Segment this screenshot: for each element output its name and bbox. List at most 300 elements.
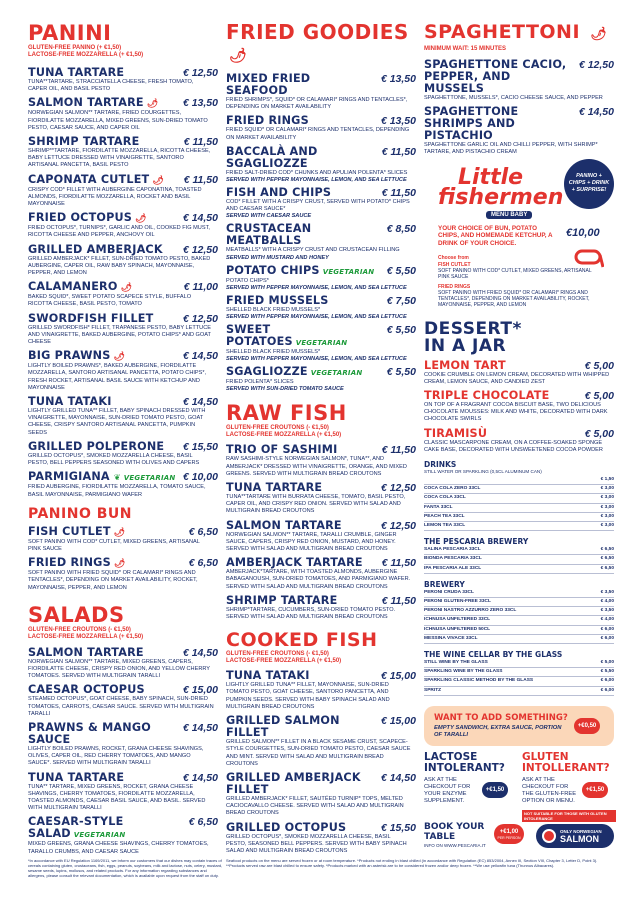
gluten-price-badge xyxy=(582,782,608,798)
item-desc: GRILLED OCTOPUS*, SMOKED MOZZARELLA CHEESE, BASIL PESTO, SEASONED BELL PEPPERS. SERVED WITH BABY SPINACH SALAD AND MULTIGRAIN BREAD CROUTONS xyxy=(226,833,407,854)
chili-icon: 🌶 xyxy=(135,214,147,225)
menu-item xyxy=(28,557,218,592)
gluten-text: ASK AT THE CHECKOUT FOR THE GLUTEN-FREE OPTION OR MENU. xyxy=(522,777,577,804)
column-middle xyxy=(226,22,416,855)
item-price: € 8,50 xyxy=(386,223,416,236)
drink-price: € 6,50 xyxy=(600,547,614,553)
item-desc: LIGHTLY GRILLED TUNA** FILLET, BABY SPINACH DRESSED WITH VINAIGRETTE, MAYONNAISE, SUN-DRIED TOMATO PESTO, GOAT CHEESE, CRISPY SANTORO ARTISANAL PANCETTA, PUMPKIN SEEDS xyxy=(28,408,206,436)
kids-badge-text: PANINO + CHIPS + DRINK + SURPRISE! xyxy=(568,173,610,194)
item-price: € 12,50 xyxy=(380,482,416,495)
menu-item xyxy=(28,350,218,392)
flag-icon xyxy=(542,829,556,843)
item-name: SHRIMP TARTARE xyxy=(28,135,140,149)
menu-item xyxy=(424,428,614,454)
addon-price-badge xyxy=(574,718,600,734)
drink-row xyxy=(424,513,614,522)
book-price: +€1,00 xyxy=(499,828,519,835)
drink-row xyxy=(424,626,614,635)
section-title-cooked-fish: COOKED FISH xyxy=(226,629,378,652)
item-desc: SPAGHETTONE, MUSSELS*, CACIO CHEESE SAUCE, AND PEPPER xyxy=(424,95,603,101)
item-price: € 15,50 xyxy=(182,440,218,453)
item-desc: CLASSIC MASCARPONE CREAM, ON A COFFEE-SOAKED SPONGE CAKE BASE, DECORATED WITH UNSWEETENED COCOA POWDER xyxy=(424,439,603,453)
item-name: CRUSTACEAN MEATBALLS xyxy=(226,222,312,248)
lactose-title: LACTOSE INTOLERANT? xyxy=(424,751,505,774)
item-price: € 14,50 xyxy=(182,721,218,734)
item-name: FISH AND CHIPS xyxy=(226,186,332,200)
kids-option-desc: SOFT PANINO WITH FRIED SQUID* OR CALAMARI* RINGS AND TENTACLES*, DEPENDING ON MARKET AVAILABILITY, ROCKET, MAYONNAISE, PEPPER, AND LEMON xyxy=(438,289,590,308)
leaf-icon: ❦ xyxy=(113,473,121,483)
drink-name: ICHNUSA UNFILTERED 33CL xyxy=(424,617,491,623)
menu-item xyxy=(226,265,416,291)
drinks-subtitle: STILL WATER OR SPARKLING (0,5CL ALUMINUM CAN) xyxy=(424,469,542,475)
item-desc: RAW SASHIMI-STYLE NORWEGIAN SALMON*, TUNA**, AND AMBERJACK* DRESSED WITH VINAIGRETTE, ORANGE, AND MIXED GREENS. SERVED WITH MULTIGRAIN BREAD CROUTONS xyxy=(226,456,407,477)
item-price: € 14,50 xyxy=(182,771,218,784)
item-desc: SOFT PANINO WITH FRIED SQUID* OR CALAMARI* RINGS AND TENTACLES*, DEPENDING ON MARKET AVAILABILITY, ROCKET, MAYONNAISE, PEPPER, AND LEMON xyxy=(28,570,198,591)
drink-name: ICHNUSA UNFILTERED 50CL xyxy=(424,626,491,632)
drink-name: SPRITZ xyxy=(424,687,442,693)
item-served-with: SERVED WITH PEPPER MAYONNAISE, LEMON, AND SEA LETTUCE xyxy=(226,356,407,363)
menu-item xyxy=(28,722,218,768)
item-served-with: SERVED WITH MUSTARD AND HONEY xyxy=(226,254,329,261)
drink-row xyxy=(424,616,614,625)
drinks-title: DRINKS xyxy=(424,460,457,470)
item-name: TIRAMISÙ xyxy=(424,426,488,440)
drink-row xyxy=(424,555,614,564)
drink-price: € 3,00 xyxy=(600,504,614,510)
kids-menu-baby-label: MENU BABY xyxy=(486,211,532,219)
lactose-box xyxy=(424,752,516,812)
item-name: TUNA TARTARE xyxy=(28,770,125,784)
addon-price: +€0,50 xyxy=(577,723,597,729)
item-desc: LIGHTLY BOILED PRAWNS, ROCKET, GRANA CHEESE SHAVINGS, OLIVES, CAPER OIL, RED CHERRY TOMATOES, AND MANGO SAUCE*. SERVED WITH MULTIGRAIN TARALLI xyxy=(28,745,204,767)
item-name: FRIED RINGS xyxy=(226,114,309,128)
item-name: GRILLED POLPERONE xyxy=(28,439,165,453)
item-desc: ON TOP OF A FRAGRANT COCOA BISCUIT BASE, TWO DELICIOUS CHOCOLATE MOUSSES: MILK AND WHITE, DECORATED WITH DARK CHOCOLATE SWIRLS xyxy=(424,402,608,423)
item-desc: FRIED OCTOPUS*, TURNIPS*, GARLIC AND OIL, COOKED FIG MUST, RICOTTA CHEESE AND PEPPER, ANCHOVY OIL xyxy=(28,225,210,239)
addon-text: EMPTY SANDWICH, EXTRA SAUCE, PORTION OF TARALLI xyxy=(434,725,562,738)
menu-item xyxy=(28,526,218,553)
item-price: € 11,50 xyxy=(381,145,416,158)
drink-price: € 3,00 xyxy=(600,495,614,501)
menu-item xyxy=(226,772,416,818)
drink-row xyxy=(424,494,614,503)
menu-item xyxy=(28,396,218,437)
section-title-raw-fish: RAW FISH xyxy=(226,401,347,426)
drink-row xyxy=(424,485,614,494)
item-name-text: FRIED RINGS xyxy=(28,556,111,570)
drink-row xyxy=(424,589,614,598)
salads-gluten-note: GLUTEN-FREE CROUTONS (- €1,50) xyxy=(28,626,131,633)
salads-lactose-note: LACTOSE-FREE MOZZARELLA (+ €1,50) xyxy=(28,633,144,640)
item-price: € 10,00 xyxy=(182,471,218,484)
item-served-with: SERVED WITH PEPPER MAYONNAISE, LEMON, AND SEA LETTUCE xyxy=(226,314,407,321)
menu-item xyxy=(226,115,416,141)
drink-name: IPA PESCARIA ALE 33CL xyxy=(424,565,482,571)
item-price: € 14,50 xyxy=(182,396,218,409)
drink-row xyxy=(424,677,614,686)
drink-price: € 5,50 xyxy=(600,669,614,675)
item-desc: GRILLED SWORDFISH* FILLET, TRAPANESE PESTO, BABY LETTUCE AND VINAIGRETTE, BAKED AUBERGINE, POTATO CHIPS* AND GOAT CHEESE xyxy=(28,324,211,346)
kids-option-name: FISH CUTLET xyxy=(438,261,471,268)
menu-item xyxy=(226,223,416,260)
drink-row xyxy=(424,598,614,607)
drink-row xyxy=(424,504,614,513)
vegetarian-label: VEGETARIAN xyxy=(310,369,363,378)
drink-name: PERONI GLUTEN-FREE 33CL xyxy=(424,599,491,605)
salmon-badge-line1: ONLY NORWEGIAN xyxy=(560,829,602,834)
menu-item xyxy=(226,595,416,621)
drink-name: MESSINA VIVACE 33CL xyxy=(424,635,478,641)
item-name: FRIED MUSSELS xyxy=(226,293,329,307)
menu-item xyxy=(28,174,218,209)
chili-icon: 🌶 xyxy=(113,352,126,363)
item-price: € 11,50 xyxy=(381,444,416,457)
book-title: BOOK YOUR TABLE xyxy=(424,822,485,842)
item-desc: FRIED AUBERGINE, FIORDILATTE MOZZARELLA, TOMATO SAUCE, BASIL MAYONNAISE, PARMIGIANO WAFER xyxy=(28,484,206,498)
item-price: € 5,50 xyxy=(386,264,416,277)
drink-price: € 4,00 xyxy=(600,599,614,605)
drink-row xyxy=(424,668,614,677)
item-served-with: SERVED WITH PEPPER MAYONNAISE, LEMON, AND SEA LETTUCE xyxy=(226,284,407,291)
drink-name: PERONI NASTRO AZZURRO ZERO 33CL xyxy=(424,608,517,614)
drink-price: € 1,50 xyxy=(600,477,614,483)
book-price-badge xyxy=(494,824,524,844)
item-name-text: CALAMANERO xyxy=(28,280,118,294)
drink-price: € 3,00 xyxy=(600,486,614,492)
item-name: GRILLED AMBERJACK FILLET xyxy=(226,770,361,796)
drink-name: SPARKLING CLASSIC METHOD BY THE GLASS xyxy=(424,678,534,684)
item-desc: STEAMED OCTOPUS*, GOAT CHEESE, BABY SPINACH, SUN-DRIED TOMATOES, CARROTS, CAESAR SAUCE. SERVED WITH MULTIGRAIN TARALLI xyxy=(28,696,214,717)
menu-item xyxy=(28,313,218,347)
menu-item xyxy=(226,366,416,392)
chili-icon: 🌶 xyxy=(146,99,159,110)
menu-item xyxy=(28,67,218,93)
item-name-text: FRIED OCTOPUS xyxy=(28,211,133,225)
gluten-box xyxy=(522,752,614,822)
item-price: € 14,50 xyxy=(578,106,614,119)
item-price: € 12,50 xyxy=(578,59,614,71)
gluten-title: GLUTEN INTOLLERANT? xyxy=(522,751,610,774)
item-price: € 15,50 xyxy=(380,821,416,834)
item-desc: TUNA**TARTARE, STRACCIATELLA CHEESE, FRESH TOMATO, CAPER OIL, AND BASIL PESTO xyxy=(28,79,194,93)
item-served-with: SERVED WITH SUN-DRIED TOMATO SAUCE xyxy=(226,386,344,393)
item-name: SWORDFISH FILLET xyxy=(28,311,154,325)
item-name: TRIO OF SASHIMI xyxy=(226,443,338,457)
item-price: € 14,50 xyxy=(182,646,218,659)
drink-name: SALINA PESCARIA 33CL xyxy=(424,547,481,553)
item-desc: FRIED SALT-DRIED COD* CHUNKS AND APULIAN POLENTA* SLICES xyxy=(226,169,408,176)
item-desc: POTATO CHIPS* xyxy=(226,277,269,284)
drink-price: € 6,00 xyxy=(600,678,614,684)
book-url[interactable]: INFO ON WWW.PESCARIA.IT xyxy=(424,843,486,848)
item-name: BACCALÀ AND SGAGLIOZZE xyxy=(226,144,318,170)
menu-item xyxy=(226,324,416,362)
item-desc: TUNA**TARTARE WITH BURRATA CHEESE, TOMATO, BASIL PESTO, CAPER OIL, AND CRISPY RED ONION. SERVED WITH SALAD AND MULTIGRAIN BREAD CROUTONS xyxy=(226,494,406,515)
item-desc: NORWEGIAN SALMON** TARTARE, FRIED COURGETTES, FIORDILATTE MOZZARELLA, MIXED GREENS, SUN-DRIED TOMATO PESTO, CAESAR SAUCE, AND CAPER OIL xyxy=(28,110,208,131)
wine-title: THE WINE CELLAR BY THE GLASS xyxy=(424,650,563,660)
item-name: PRAWNS & MANGO SAUCE xyxy=(28,720,151,746)
item-name: LEMON TART xyxy=(424,358,506,372)
item-price: € 12,50 xyxy=(380,519,416,532)
item-desc: NORWEGIAN SALMON** TARTARE, TARALLI CRUMBLE, GINGER SAUCE, CAPERS, CRISPY RED ONION, MUSTARD, AND HONEY. SERVED WITH SALAD AND MULTIGRAIN BREAD CROUTONS xyxy=(226,531,397,553)
raw-fish-gluten-note: GLUTEN-FREE CROUTONS (- €1,50) xyxy=(226,425,329,432)
item-desc: CRISPY COD* FILLET WITH AUBERGINE CAPONATINA, TOASTED ALMONDS, FIORDILATTE MOZZARELLA, ROCKET AND BASIL MAYONNAISE xyxy=(28,186,202,208)
gluten-price: +€1,50 xyxy=(585,787,605,793)
drink-row xyxy=(424,687,614,696)
seafood-note: Seafood products on the menu are served frozen or at room temperature. *Products not ending in blast chilled (in accordance with Regulation (EC) 853/2004, Annex III, Section VIII, Chapter 3, Letter D, Point 3). **Products served raw are blast chilled to ensure safety. *Products marked with an asterisk are to be considered frozen and/or deep frozen. **We use yellowfin tuna (Thunnus Albacares). xyxy=(226,858,598,868)
section-title-spaghettoni xyxy=(424,22,614,45)
cooked-fish-lactose-note: LACTOSE-FREE MOZZARELLA (+ €1,50) xyxy=(226,658,342,665)
menu-item xyxy=(424,59,614,102)
item-desc: GRILLED AMBERJACK* FILLET, SUN-DRIED TOMATO PESTO, BAKED AUBERGINE, CAPER OIL, RAW BABY SPINACH, MAYONNAISE, PEPPER, AND LEMON xyxy=(28,255,211,277)
drink-name: BIONDA PESCARIA 33CL xyxy=(424,556,482,562)
salmon-badge-text xyxy=(560,828,602,844)
item-price: € 5,50 xyxy=(386,324,416,337)
item-desc: SOFT PANINO WITH COD* CUTLET, MIXED GREENS, ARTISANAL PINK SAUCE xyxy=(28,538,200,552)
item-desc: TUNA** TARTARE, MIXED GREENS, ROCKET, GRANA CHEESE SHAVINGS, CHERRY TOMATOES, FIORDILATTE MOZZARELLA, TOASTED ALMONDS, CAESAR BASIL SAUCE, AND BASIL. SERVED WITH MULTIGRAIN TARALLI xyxy=(28,783,206,812)
item-served-with: SERVED WITH PEPPER MAYONNAISE, LEMON, AND SEA LETTUCE xyxy=(226,177,407,184)
drink-price: € 3,50 xyxy=(600,589,614,595)
drink-name: PERONI CRUDA 33CL xyxy=(424,589,474,595)
lactose-price: +€1,50 xyxy=(485,787,505,793)
item-price: € 11,00 xyxy=(183,281,218,294)
drink-name: FANTA 33CL xyxy=(424,504,453,510)
drink-row xyxy=(424,546,614,555)
item-desc: SHELLED BLACK FRIED MUSSELS* xyxy=(226,349,321,356)
item-desc: FRIED SHRIMPS*, SQUID* OR CALAMARI* RINGS AND TENTACLES*, DEPENDING ON MARKET AVAILABILITY xyxy=(226,97,408,111)
item-name: TUNA TATAKI xyxy=(226,669,310,683)
item-price: € 11,50 xyxy=(183,136,218,149)
item-name: TUNA TATAKI xyxy=(28,395,112,409)
item-price: € 12,50 xyxy=(182,312,218,325)
section-title-panini: PANINI xyxy=(28,21,112,45)
drink-price: € 3,00 xyxy=(600,523,614,529)
menu-item xyxy=(226,715,416,768)
item-name-text: CAESAR-STYLE SALAD xyxy=(28,815,124,841)
item-name-text: FISH CUTLET xyxy=(28,524,111,538)
menu-item xyxy=(424,106,614,156)
item-desc: MIXED GREENS, GRANA CHEESE SHAVINGS, CHERRY TOMATOES, TARALLO CRUMBS, AND CAESAR SAUCE xyxy=(28,841,209,855)
item-name: CAESAR OCTOPUS xyxy=(28,683,145,697)
item-desc: GRILLED AMBERJACK* FILLET, SAUTÉED TURNIP* TOPS, MELTED CACIOCAVALLO CHEESE. SERVED WITH SALAD AND MULTIGRAIN BREAD CROUTONS xyxy=(226,795,404,817)
item-price: € 12,50 xyxy=(182,243,218,256)
item-price: € 5,00 xyxy=(584,427,614,440)
item-desc: COOKIE CRUMBLE ON LEMON CREAM, DECORATED WITH WHIPPED CREAM, LEMON SAUCE, AND CANDIED ZEST xyxy=(424,371,610,385)
item-name-text: SGAGLIOZZE xyxy=(226,365,308,379)
item-name-text: POTATO CHIPS xyxy=(226,263,320,277)
item-price: € 14,50 xyxy=(182,212,218,225)
drink-name: COCA COLA 33CL xyxy=(424,495,466,501)
item-desc: NORWEGIAN SALMON** TARTARE, MIXED GREENS, CAPERS, FIORDILATTE CHEESE, CRISPY RED ONION, AND YELLOW CHERRY TOMATOES. SERVED WITH MULTIGRAIN TARALLI xyxy=(28,658,210,680)
norwegian-salmon-badge xyxy=(536,824,614,848)
item-desc: GRILLED OCTOPUS*, SMOKED MOZZARELLA CHEESE, BASIL PESTO, BELL PEPPERS SEASONED WITH OLIVES AND CAPERS xyxy=(28,452,200,467)
column-left xyxy=(28,22,218,856)
section-title-dessert xyxy=(424,318,614,356)
item-served-with: SERVED WITH CAESAR SAUCE xyxy=(226,213,312,220)
item-name-text: CAPONATA CUTLET xyxy=(28,172,150,186)
drink-row xyxy=(424,659,614,668)
addon-box xyxy=(424,706,614,746)
gluten-warning: NOT SUITABLE FOR THOSE WITH GLUTEN INTOLERANCE xyxy=(522,810,616,822)
item-name-text: PARMIGIANA xyxy=(28,470,110,484)
drink-price: € 6,50 xyxy=(600,565,614,571)
item-price: € 11,50 xyxy=(381,187,416,200)
vegetarian-label: VEGETARIAN xyxy=(322,267,375,276)
cooked-fish-gluten-note: GLUTEN-FREE CROUTONS (- €1,50) xyxy=(226,651,329,658)
chili-icon: 🌶 xyxy=(113,559,126,570)
drink-price: € 6,00 xyxy=(600,626,614,632)
item-desc: LIGHTLY BOILED PRAWNS*, BAKED AUBERGINE, FIORDILATTE MOZZARELLA, SANTORO ARTISANAL PANCETTA, POTATO CHIPS*, FRESH ROCKET, ARTISANAL BASIL SAUCE WITH KETCHUP AND MAYONNAISE xyxy=(28,363,207,391)
menu-item xyxy=(28,136,218,170)
menu-item xyxy=(28,647,218,681)
brewery-title: THE PESCARIA BREWERY xyxy=(424,537,529,547)
menu-item xyxy=(226,822,416,856)
kids-option-1 xyxy=(438,262,598,280)
vegetarian-label: VEGETARIAN xyxy=(73,831,126,840)
item-name: SALMON TARTARE xyxy=(226,518,342,532)
spaghettoni-wait-note: MINIMUM WAIT: 15 MINUTES xyxy=(424,46,506,52)
kids-choose-label: Choose from xyxy=(438,254,469,261)
drink-row xyxy=(424,635,614,644)
item-price: € 15,00 xyxy=(380,715,416,728)
menu-item xyxy=(226,482,416,516)
menu-item xyxy=(28,281,218,308)
item-price: € 5,50 xyxy=(386,366,416,379)
addon-title: WANT TO ADD SOMETHING? xyxy=(434,713,568,723)
item-price: € 11,50 xyxy=(381,594,416,607)
chili-icon: 🌶 xyxy=(120,283,133,294)
item-name: GRILLED AMBERJACK xyxy=(28,242,163,256)
menu-item xyxy=(226,444,416,478)
chili-icon: 🌶 xyxy=(229,48,248,64)
item-price: € 13,50 xyxy=(182,97,218,110)
dessert-title-line1: DESSERT* xyxy=(424,318,522,339)
kids-price: €10,00 xyxy=(566,226,600,239)
drink-row xyxy=(424,565,614,574)
menu-item xyxy=(226,670,416,711)
fried-goodies-title-text: FRIED GOODIES xyxy=(226,20,409,44)
item-desc: FRIED POLENTA* SLICES xyxy=(226,379,294,386)
drink-name: PEACH TEA 33CL xyxy=(424,513,465,519)
kids-option-2 xyxy=(438,284,598,308)
item-desc: SHRIMP**TARTARE, FIORDILATTE MOZZARELLA, RICOTTA CHEESE, BABY LETTUCE DRESSED WITH VINAIGRETTE, SANTORO ARTISANAL PANCETTA, BASIL PESTO xyxy=(28,148,211,169)
item-name: SPAGHETTONE SHRIMPS AND PISTACHIO xyxy=(424,105,519,143)
raw-fish-lactose-note: LACTOSE-FREE MOZZARELLA (+ €1,50) xyxy=(226,432,342,439)
item-price: € 14,50 xyxy=(380,771,416,784)
beers-title: BREWERY xyxy=(424,579,465,589)
item-name: SHRIMP TARTARE xyxy=(226,593,338,607)
chili-icon: 🌶 xyxy=(590,27,608,42)
vegetarian-label: VEGETARIAN xyxy=(295,339,348,348)
kids-logo-top: Little xyxy=(458,164,524,190)
drink-row xyxy=(424,476,614,485)
drink-price: € 3,00 xyxy=(600,513,614,519)
allergen-note: *In accordance with EU Regulation 1169/2011, we inform our customers that our dishes may contain traces of cereals containing gluten, crustaceans, fish, eggs, peanuts, soybeans, milk and lactose, nuts, celery, mustard, sesame seeds, lupins, molluscs, and related products. For any information regarding substances and allergens, please consult the relevant documentation, which is available upon request from the staff on duty. xyxy=(28,858,223,878)
item-name: GRILLED SALMON FILLET xyxy=(226,714,340,740)
section-title-panino-bun: PANINO BUN xyxy=(28,505,132,522)
item-price: € 15,00 xyxy=(182,684,218,697)
menu-item xyxy=(226,295,416,320)
item-price: € 15,00 xyxy=(380,670,416,683)
item-name: TUNA TARTARE xyxy=(28,66,125,79)
item-desc: SPAGHETTONE GARLIC OIL AND CHILLI PEPPER, WITH SHRIMP* TARTARE, AND PISTACHIO CREAM xyxy=(424,142,598,156)
panini-gluten-note: GLUTEN-FREE PANINO (+ €1,50) xyxy=(28,45,122,51)
kids-logo-bottom: fishermen xyxy=(438,184,564,210)
item-desc: MEATBALLS* WITH A CRISPY CRUST AND CRUSTACEAN FILLING xyxy=(226,247,400,254)
kids-option-desc: SOFT PANINO WITH COD* CUTLET, MIXED GREENS, ARTISANAL PINK SAUCE xyxy=(438,267,592,280)
drink-row xyxy=(424,607,614,616)
menu-item xyxy=(226,557,416,591)
kids-menu xyxy=(424,163,614,315)
vegetarian-label: VEGETARIAN xyxy=(123,474,176,483)
menu-item xyxy=(226,187,416,219)
lactose-price-badge xyxy=(482,782,508,798)
chili-icon: 🌶 xyxy=(113,527,126,538)
drink-name: SPARKLING WINE BY THE GLASS xyxy=(424,669,503,675)
drink-name: COCA COLA ZERO 33CL xyxy=(424,486,481,492)
menu-item xyxy=(226,146,416,183)
drink-row xyxy=(424,522,614,531)
item-price: € 13,50 xyxy=(380,115,416,128)
item-price: € 6,50 xyxy=(188,525,218,538)
item-price: € 11,50 xyxy=(381,557,416,570)
item-name: TRIPLE CHOCOLATE xyxy=(424,389,550,403)
chili-icon: 🌶 xyxy=(152,175,165,186)
item-name: SPAGHETTONE CACIO, PEPPER, AND MUSSELS xyxy=(424,58,567,95)
spaghettoni-title-text: SPAGHETTONI xyxy=(424,21,581,43)
item-name-text: BIG PRAWNS xyxy=(28,349,111,363)
item-name: MIXED FRIED SEAFOOD xyxy=(226,72,311,97)
item-price: € 7,50 xyxy=(386,294,416,307)
kids-logo xyxy=(438,164,564,221)
menu-item xyxy=(424,390,614,424)
item-desc: AMBERJACK*TARTARE, WITH TOASTED ALMONDS, AUBERGINE BABAGANOUSH, SUN-DRIED TOMATOES, AND PARMIGIANO WAFER. SERVED WITH SALAD AND MULTIGRAIN BREAD CROUTONS xyxy=(226,569,411,590)
menu-item xyxy=(28,816,218,855)
item-desc: SHRIMP*TARTARE, CUCUMBERS, SUN-DRIED TOMATO PESTO. SERVED WITH SALAD AND MULTIGRAIN BREAD CROUTONS xyxy=(226,606,396,621)
item-price: € 5,00 xyxy=(584,390,614,403)
item-price: € 14,50 xyxy=(182,350,218,363)
drink-price: € 6,00 xyxy=(600,635,614,641)
column-right xyxy=(424,22,614,696)
item-price: € 13,50 xyxy=(380,73,416,85)
panini-lactose-note: LACTOSE-FREE MOZZARELLA (+ €1,50) xyxy=(28,52,144,58)
book-table-box xyxy=(424,822,534,852)
kids-option-name: FRIED RINGS xyxy=(438,283,471,290)
drink-price: € 4,00 xyxy=(600,617,614,623)
item-name: SALMON TARTARE xyxy=(28,645,144,659)
section-title-salads: SALADS xyxy=(28,602,125,627)
item-desc: LIGHTLY GRILLED TUNA** FILLET, MAYONNAISE, SUN-DRIED TOMATO PESTO, GOAT CHEESE, SANTORO PANCETTA, AND PUMPKIN SEEDS. SERVED WITH BABY SPINACH SALAD AND MULTIGRAIN BREAD CROUTONS xyxy=(226,682,390,710)
drink-name: STILL WINE BY THE GLASS xyxy=(424,660,488,666)
item-desc: BAKED SQUID*, SWEET POTATO SCAPECE STYLE, BUFFALO RICOTTA CHEESE, BASIL PESTO, TOMATO xyxy=(28,294,192,308)
menu-item xyxy=(28,212,218,239)
item-price: € 5,00 xyxy=(584,359,614,372)
item-desc: COD* FILLET WITH A CRISPY CRUST, SERVED WITH POTATO* CHIPS AND CAESAR SAUCE* xyxy=(226,199,410,213)
item-name: GRILLED OCTOPUS xyxy=(226,820,347,834)
section-title-fried-goodies xyxy=(226,22,416,67)
drink-price: € 3,50 xyxy=(600,608,614,614)
book-price-note: PER PERSON xyxy=(497,835,521,840)
item-price: € 11,50 xyxy=(183,173,218,186)
drink-price: € 5,00 xyxy=(600,660,614,666)
menu-item xyxy=(226,520,416,554)
item-price: € 6,50 xyxy=(188,816,218,829)
menu-item xyxy=(28,441,218,467)
lactose-text: ASK AT THE CHECKOUT FOR YOUR ENZYME SUPPLEMENT. xyxy=(424,777,471,804)
kids-intro: YOUR CHOICE OF BUN, POTATO CHIPS, AND HOMEMADE KETCHUP, A DRINK OF YOUR CHOICE. xyxy=(438,224,553,247)
dessert-title-line2: IN A JAR xyxy=(424,335,507,356)
item-name-text: SWEET POTATOES xyxy=(226,323,293,349)
